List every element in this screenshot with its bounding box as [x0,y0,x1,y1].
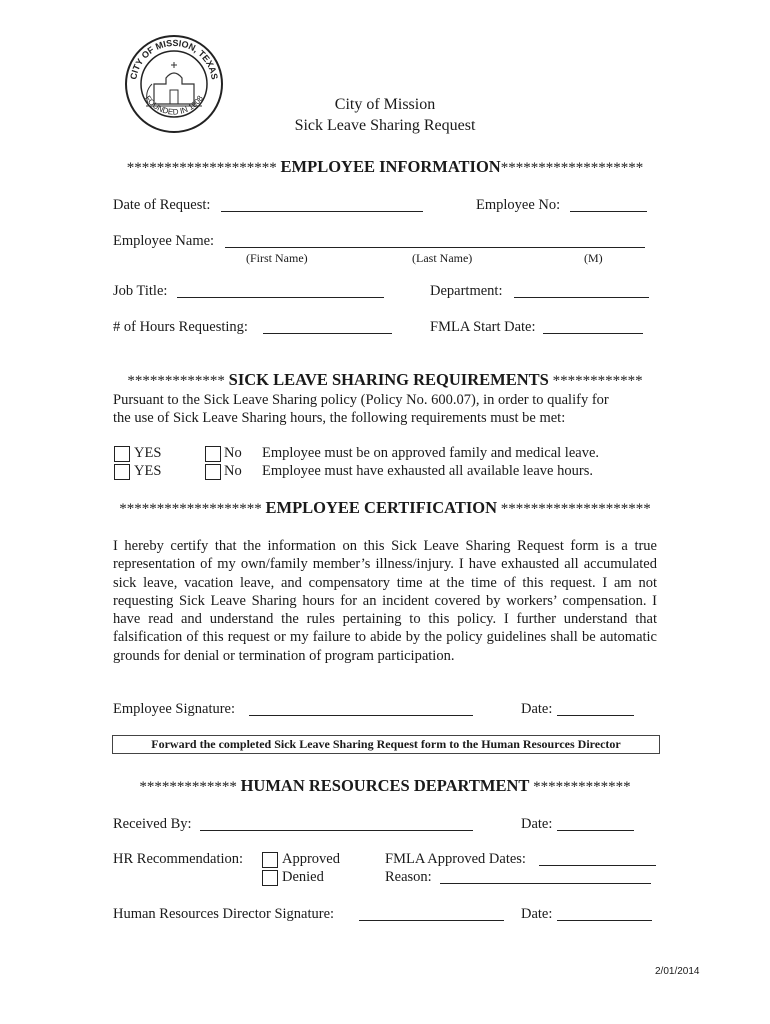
received-by-label: Received By: [113,816,192,832]
employee-name-field[interactable] [225,247,645,248]
stars-left: ************* [139,779,237,795]
fmla-start-label: FMLA Start Date: [430,319,536,335]
middle-initial-caption: (M) [584,251,603,265]
requirements-intro-line2: the use of Sick Leave Sharing hours, the following requirements must be met: [113,410,566,426]
employee-info-heading [0,157,770,177]
reason-label: Reason: [385,869,432,885]
director-signature-label: Human Resources Director Signature: [113,906,335,922]
req2-yes-label: YES [134,463,162,479]
department-field[interactable] [514,297,649,298]
footer-revision-date: 2/01/2014 [655,966,700,977]
stars-right: ******************** [500,501,651,517]
req1-text: Employee must be on approved family and medical leave. [262,445,600,461]
req1-no-label: No [224,445,242,461]
hr-heading [0,776,770,796]
hr-recommendation-label: HR Recommendation: [113,851,244,867]
fmla-approved-dates-field[interactable] [539,865,656,866]
hours-requesting-label: # of Hours Requesting: [113,319,248,335]
req2-no-checkbox[interactable] [205,464,221,480]
director-date-field[interactable] [557,920,652,921]
stars-left: ******************** [126,160,277,176]
director-signature-field[interactable] [359,920,504,921]
certification-heading [0,498,770,518]
employee-no-field[interactable] [570,211,647,212]
hours-requesting-field[interactable] [263,333,392,334]
first-name-caption: (First Name) [246,251,308,265]
employee-name-label: Employee Name: [113,233,215,249]
employee-signature-label: Employee Signature: [113,701,236,717]
director-date-label: Date: [521,906,553,922]
heading-text: EMPLOYEE CERTIFICATION [265,498,497,517]
received-date-label: Date: [521,816,553,832]
heading-text: SICK LEAVE SHARING REQUIREMENTS [228,370,549,389]
date-of-request-label: Date of Request: [113,197,211,213]
employee-no-label: Employee No: [476,197,561,213]
reason-field[interactable] [440,883,651,884]
stars-left: ************* [127,373,225,389]
approved-checkbox[interactable] [262,852,278,868]
last-name-caption: (Last Name) [412,251,473,265]
fmla-start-field[interactable] [543,333,643,334]
employee-date-label: Date: [521,701,553,717]
employee-signature-field[interactable] [249,715,473,716]
city-name: City of Mission [334,96,436,113]
denied-checkbox[interactable] [262,870,278,886]
requirements-intro-line1: Pursuant to the Sick Leave Sharing policy (Policy No. 600.07), in order to qualify for [113,392,609,408]
received-by-field[interactable] [200,830,473,831]
stars-right: ******************* [500,160,644,176]
requirements-heading [0,370,770,390]
fmla-approved-dates-label: FMLA Approved Dates: [385,851,526,867]
stars-right: ************ [552,373,643,389]
department-label: Department: [430,283,503,299]
job-title-field[interactable] [177,297,384,298]
approved-label: Approved [282,851,340,867]
req1-yes-checkbox[interactable] [114,446,130,462]
req1-no-checkbox[interactable] [205,446,221,462]
received-date-field[interactable] [557,830,634,831]
forward-notice: Forward the completed Sick Leave Sharing Request form to the Human Resources Director [112,735,660,754]
stars-left: ******************* [119,501,262,517]
req2-text: Employee must have exhausted all available leave hours. [262,463,593,479]
stars-right: ************* [533,779,631,795]
req2-yes-checkbox[interactable] [114,464,130,480]
form-title: Sick Leave Sharing Request [294,117,476,134]
req2-no-label: No [224,463,242,479]
req1-yes-label: YES [134,445,162,461]
date-of-request-field[interactable] [221,211,423,212]
job-title-label: Job Title: [113,283,168,299]
denied-label: Denied [282,869,324,885]
svg-text:CITY OF MISSION, TEXAS: CITY OF MISSION, TEXAS [128,37,220,81]
employee-date-field[interactable] [557,715,634,716]
heading-text: HUMAN RESOURCES DEPARTMENT [240,776,530,795]
heading-text: EMPLOYEE INFORMATION [280,157,501,176]
svg-text:FOUNDED IN 1908: FOUNDED IN 1908 [143,93,205,117]
certification-body: I hereby certify that the information on this Sick Leave Sharing Request form is a true representation of my own/family member’s illness/injury. I have exhausted all accumulated sick leave, vacation leave, and compensatory time at the time of this request. I am not requesting Sick Leave Sharing hours for an incident covered by workers’ compensation. I have read and understand the rules pertaining to this policy. I further understand that falsification of this request or my failure to abide by the policy guidelines shall be automatic grounds for denial or termination of program participation. [113,538,657,664]
